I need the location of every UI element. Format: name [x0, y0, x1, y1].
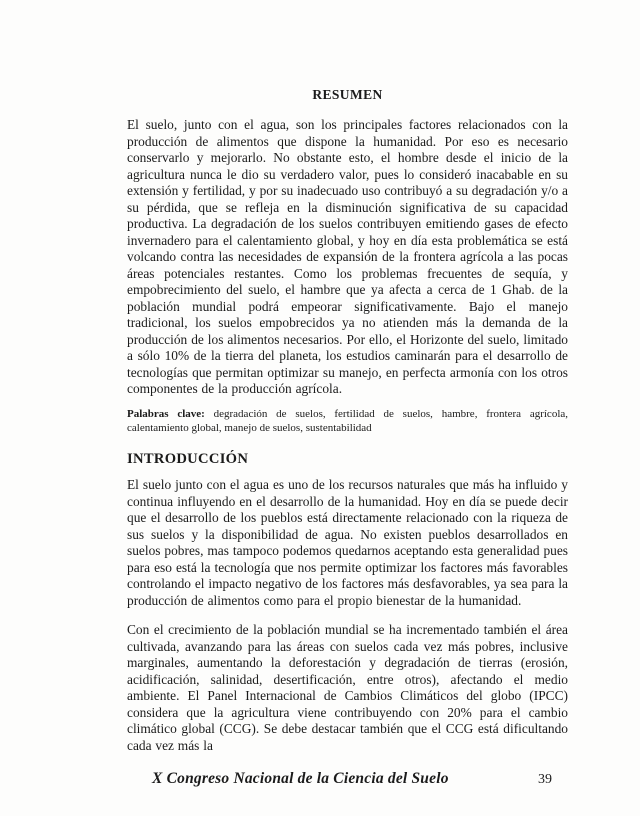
- page-footer: [127, 770, 568, 788]
- introduction-heading: INTRODUCCIÓN: [127, 451, 249, 468]
- abstract-paragraph: El suelo, junto con el agua, son los principales factores relacionados con la producción de alimentos que dispone la humanidad. Por eso es necesario conservarlo y mejorarlo. No obstante esto, el hombre desde el inicio de la agricultura nunca le dio su verdadero valor, pues lo consideró inacabable en su extensión y fertilidad, y por su inadecuado uso contribuyó a su degradación y/o a su pérdida, que se refleja en la disminución significativa de su capacidad productiva. La degradación de los suelos contribuyen emitiendo gases de efecto invernadero para el calentamiento global, y hoy en día esta problemática se está volcando contra las necesidades de expansión de la frontera agrícola a las pocas áreas potenciales restantes. Como los problemas frecuentes de sequía, y empobrecimiento del suelo, el hambre que ya afecta a cerca de 1 Ghab. de la población mundial podrá empeorar significativamente. Bajo el manejo tradicional, los suelos empobrecidos ya no atienden más la demanda de la producción de los alimentos necesarios. Por ello, el Horizonte del suelo, limitado a sólo 10% de la tierra del planeta, los estudios caminarán para el desarrollo de tecnologías que permitan optimizar su manejo, en perfecta armonía con los otros componentes de la producción agrícola.: [127, 117, 568, 396]
- footer-congress-title: X Congreso Nacional de la Ciencia del Suelo: [152, 770, 449, 788]
- resumen-heading: RESUMEN: [312, 87, 383, 102]
- introduction-paragraph-1: El suelo junto con el agua es uno de los recursos naturales que más ha influido y continua influyendo en el desarrollo de la humanidad. Hoy en día se puede decir que el desarrollo de los pueblos está directamente relacionado con la riqueza de sus suelos y la disponibilidad de agua. No existen pueblos desarrollados en suelos pobres, mas tampoco podemos quedarnos aceptando esta generalidad pues para eso está la tecnología que nos permite optimizar los factores más favorables controlando el impacto negativo de los factores más desfavorables, ya sea para la producción de alimentos como para el propio bienestar de la humanidad.: [127, 477, 568, 608]
- keywords-text: degradación de suelos, fertilidad de suelos, hambre, frontera agrícola, calentamiento global, manejo de suelos, sustentabilidad: [127, 407, 569, 435]
- introduction-paragraph-2: Con el crecimiento de la población mundial se ha incrementado también el área cultivada, avanzando para las áreas con suelos cada vez más pobres, inclusive marginales, aumentando la deforestación y degradación de tierras (erosión, acidificación, salinidad, desertificación, entre otros), afectando el medio ambiente. El Panel Internacional de Cambios Climáticos del globo (IPCC) considera que la agricultura viene contribuyendo con 20% para el cambio climático global (CCG). Se debe destacar también que el CCG está dificultando cada vez más la: [127, 622, 568, 753]
- keywords-label: Palabras clave:: [127, 407, 205, 420]
- keywords-line: [127, 407, 568, 437]
- footer-page-number: 39: [538, 772, 552, 788]
